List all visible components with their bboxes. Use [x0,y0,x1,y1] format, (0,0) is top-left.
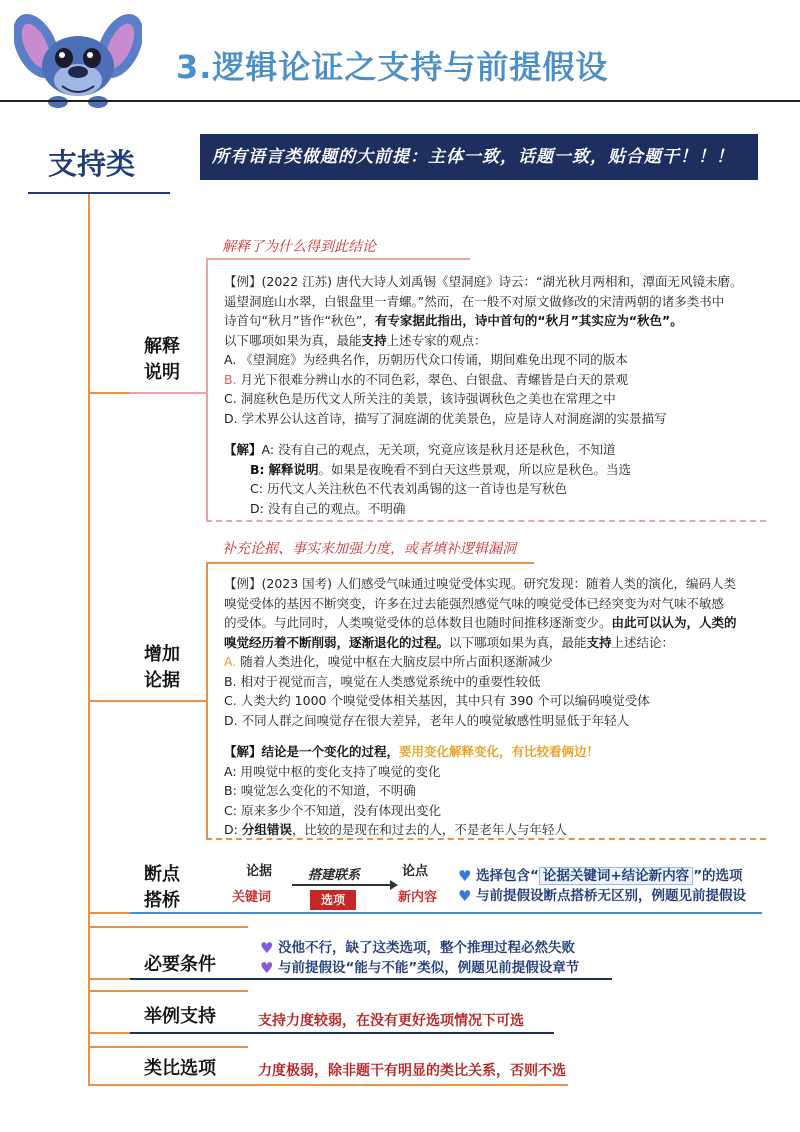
add-answer-d: D: 分组错误，比较的是现在和过去的人，不是老年人与年轻人 [224,822,567,837]
add-answer-head: 【解】 [224,744,262,759]
analogy-label: 类比选项 [144,1058,216,1079]
explain-q-line3: 诗首句“秋月”皆作“秋色”， [224,313,375,328]
explain-answer [224,440,766,518]
add-label-line2: 论据 [144,670,180,691]
explain-box [206,258,766,520]
explain-option-a: A. 《望洞庭》为经典名作，历朝历代众口传诵，期间难免出现不同的版本 [224,352,628,367]
add-answer [224,742,766,840]
add-box [206,562,766,838]
explain-answer-head: 【解】 [224,442,262,457]
explain-label-rule [130,392,206,394]
bridge-bullet1: 选择包含“ 论据关键词+结论新内容 ”的选项 [476,868,743,884]
add-prompt-pre: 以下哪项如果为真，最能 [449,634,587,650]
explain-q-bold: 有专家据此指出，诗中首句的“秋月”其实应为“秋色”。 [374,313,683,328]
blue-heart-icon: ♥ [458,887,472,905]
explain-prompt-pre: 以下哪项如果为真，最能 [224,332,362,348]
explain-answer-a: A: 没有自己的观点，无关项，究竟应该是秋月还是秋色，不知道 [261,442,616,457]
example-note: 支持力度较弱，在没有更好选项情况下可选 [258,1013,524,1029]
add-answer-b: B: 嗅觉怎么变化的不知道，不明确 [224,783,416,798]
explain-answer-d: D: 没有自己的观点。不明确 [250,500,406,516]
explain-answer-b: B: 解释说明。如果是夜晚看不到白天这些景观，所以应是秋色。当选 [250,461,632,477]
explain-note: 解释了为什么得到此结论 [222,239,376,255]
blue-heart-icon: ♥ [458,867,472,885]
bridge-label-rule [130,912,762,914]
add-note: 补充论据、事实来加强力度，或者填补逻辑漏洞 [222,541,516,557]
explain-label [132,334,192,386]
page-title: 3.逻辑论证之支持与前提假设 [176,48,609,86]
bridge-option-tag: 选项 [310,890,356,910]
add-box-bottom [206,838,766,840]
bridge-conclusion-keyword: 新内容 [398,890,438,905]
add-question [224,574,766,730]
explain-option-d: D. 学术界公认这首诗，描写了洞庭湖的优美景色，应是诗人对洞庭湖的实景描写 [224,410,667,426]
analogy-note: 力度极弱，除非题干有明显的类比关系，否则不选 [258,1063,566,1079]
add-answer-orange: 要用变化解释变化，有比较看俩边！ [399,744,600,759]
bridge-branch [88,912,130,914]
necessary-top-rule [88,926,248,928]
example-label-rule [130,1032,554,1034]
bridge-label-line1: 断点 [144,864,180,885]
example-label: 举例支持 [144,1006,216,1027]
necessary-label-rule [130,978,612,980]
add-prompt-bold: 支持 [586,634,612,650]
add-q-line2: 嗅觉受体的基因不断突变，许多在过去能强烈感觉气味的嗅觉受体已经突变为对气味不敏感 [224,595,725,611]
necessary-branch [88,978,130,980]
add-q-bold1: 由此可以认为，人类的 [611,615,737,630]
explain-q-line1: 【例】(2022 江苏) 唐代大诗人刘禹锡《望洞庭》诗云：“湖光秋月两相和，潭面无风镜未磨。 [224,274,743,289]
explain-label-line2: 说明 [144,362,180,383]
add-option-c: C. 人类大约 1000 个嗅觉受体相关基因，其中只有 390 个可以编码嗅觉受体 [224,693,650,708]
bridge-bullet1-keyword: 论据关键词+结论新内容 [539,867,693,885]
necessary-bullet1: 没他不行，缺了这类选项，整个推理过程必然失败 [278,940,575,956]
add-q-bold2: 嗅觉经历着不断削弱，逐渐退化的过程。 [224,634,450,650]
add-q-line3: 的受体。与此同时，人类嗅觉受体的总体数目也随时间推移逐渐变少。 [224,615,612,630]
explain-option-b: B. 月光下很难分辨山水的不同色彩，翠色、白银盘、青螺皆是白天的景观 [224,371,629,387]
add-answer-c: C: 原来多少个不知道，没有体现出变化 [224,802,441,818]
explain-prompt-bold: 支持 [361,332,387,348]
explain-question [224,272,766,428]
explain-q-line2: 遥望洞庭山水翠，白银盘里一青螺。”然而，在一般不对原文做修改的宋清两朝的诸多类书中 [224,293,725,309]
add-prompt-post: 上述结论： [611,634,675,650]
bridge-bullet2: 与前提假设断点搭桥无区别，例题见前提假设 [476,888,746,904]
mindmap-trunk [88,194,90,1084]
add-answer-a: A: 用嗅觉中枢的变化支持了嗅觉的变化 [224,763,441,779]
explain-box-bottom [206,520,766,522]
explain-option-c: C. 洞庭秋色是历代文人所关注的美景，该诗强调秋色之美也在常理之中 [224,391,616,406]
add-answer-bold: 结论是一个变化的过程， [261,744,400,759]
bridge-connect: 搭建联系 [308,868,361,883]
example-top-rule [88,990,248,992]
bridge-arrow-icon [292,884,396,886]
bridge-argument-keyword: 关键词 [232,890,272,905]
category-heading: 支持类 [48,147,136,181]
category-heading-underline [28,192,170,194]
add-option-d: D. 不同人群之间嗅觉存在很大差异，老年人的嗅觉敏感性明显低于年轻人 [224,712,630,728]
analogy-label-rule [88,1084,568,1086]
necessary-bullet2: 与前提假设“能与不能”类似，例题见前提假设章节 [278,960,580,976]
necessary-label: 必要条件 [144,954,216,975]
header-divider [0,100,800,102]
add-option-a: A. 随着人类进化，嗅觉中枢在大脑皮层中所占面积逐渐减少 [224,654,553,669]
analogy-top-rule [88,1046,248,1048]
explain-prompt-post: 上述专家的观点： [386,332,487,348]
purple-heart-icon: ♥ [260,939,274,957]
stitch-mascot-icon [14,6,142,110]
bridge-label-line2: 搭桥 [144,890,180,911]
example-branch [88,1032,130,1034]
explain-label-line1: 解释 [144,336,180,357]
add-option-b: B. 相对于视觉而言，嗅觉在人类感觉系统中的重要性较低 [224,673,541,689]
add-label-rule [130,700,206,702]
purple-heart-icon: ♥ [260,959,274,977]
add-q-line1: 【例】(2023 国考) 人们感受气味通过嗅觉受体实现。研究发现：随着人类的演化，编码人类 [224,576,737,591]
explain-branch [88,392,130,394]
bridge-label [132,862,192,914]
add-label-line1: 增加 [144,644,180,665]
add-branch [88,700,130,702]
bridge-argument: 论据 [246,864,273,879]
bridge-conclusion: 论点 [402,864,429,879]
add-label [132,642,192,694]
explain-answer-c: C: 历代文人关注秋色不代表刘禹锡的这一首诗也是写秋色 [250,481,567,496]
premise-banner: 所有语言类做题的大前提：主体一致，话题一致，贴合题干！！！ [200,134,758,180]
